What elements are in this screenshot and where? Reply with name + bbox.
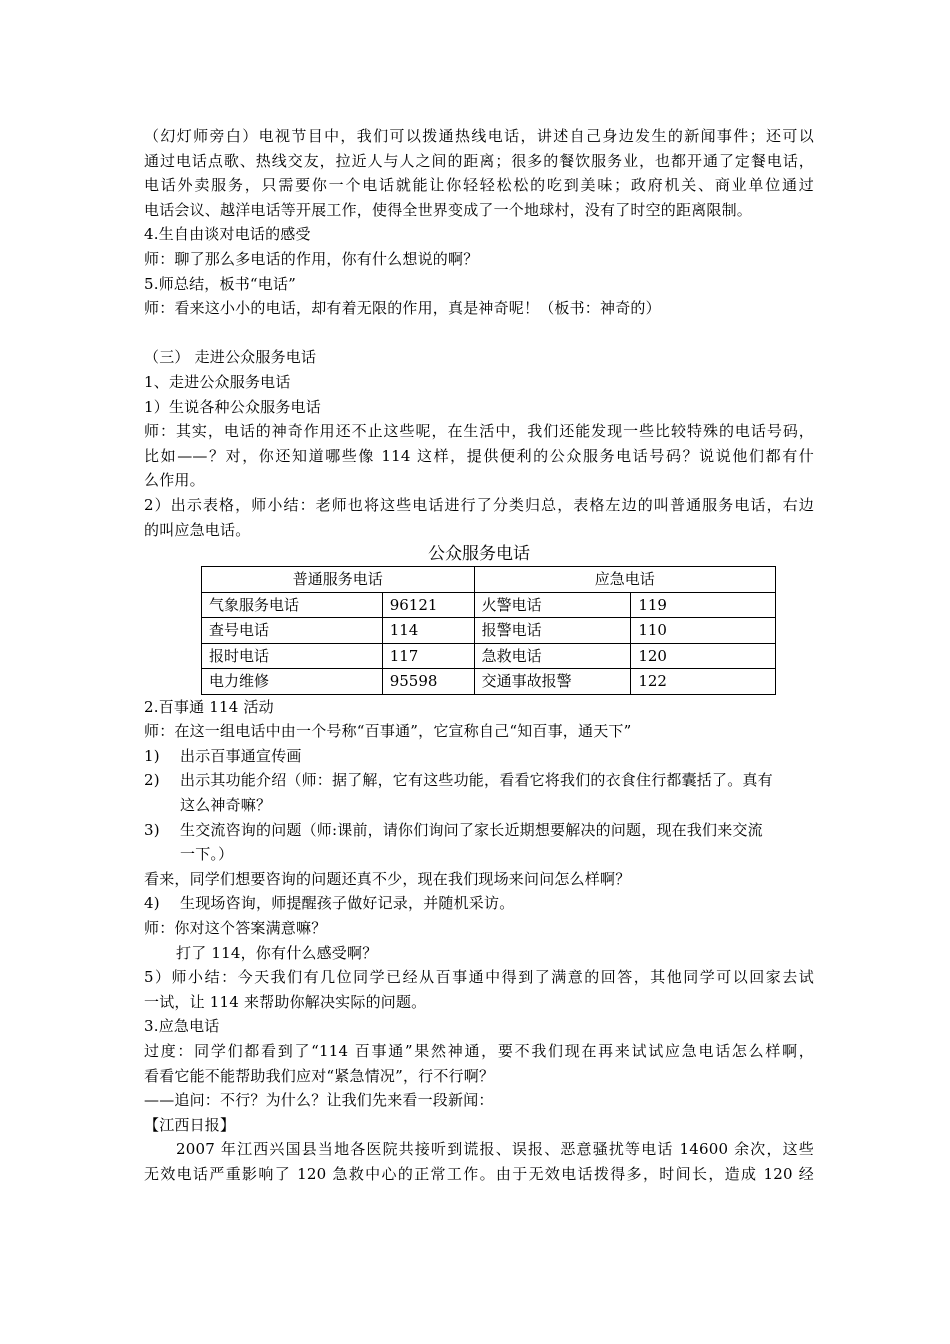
paragraph-line: ——追问：不行？为什么？让我们先来看一段新闻： (144, 1091, 494, 1110)
table-title: 公众服务电话 (428, 544, 530, 565)
list-text: 出示其功能介绍（师：据了解，它有这些功能，看看它将我们的衣食住行都囊括了。真有 (180, 771, 773, 790)
table-cell: 110 (631, 618, 776, 644)
list-text: 生现场咨询，师提醒孩子做好记录，并随机采访。 (180, 894, 515, 913)
paragraph-line: 么作用。 (144, 471, 205, 490)
paragraph-line: 看来，同学们想要咨询的问题还真不少，现在我们现场来问问怎么样啊？ (144, 869, 631, 888)
table-cell: 119 (631, 592, 776, 618)
section-heading: （三） 走进公众服务电话 (144, 348, 317, 367)
blank-line (144, 321, 814, 346)
list-text: 出示百事通宣传画 (180, 746, 302, 765)
paragraph-line: 电话外卖服务，只需要你一个电话就能让你轻轻松松的吃到美味；政府机关、商业单位通过 (144, 176, 814, 195)
news-paragraph-line: 无效电话严重影响了 120 急救中心的正常工作。由于无效电话拨得多，时间长，造成 120 经 (144, 1164, 814, 1183)
paragraph-line: 的叫应急电话。 (144, 520, 251, 539)
teacher-line: 师：聊了那么多电话的作用，你有什么想说的啊？ (144, 249, 479, 268)
paragraph-line: 电话会议、越洋电话等开展工作，使得全世界变成了一个地球村，没有了时空的距离限制。 (144, 200, 753, 219)
table-header-cell: 普通服务电话 (202, 567, 475, 593)
table-cell: 查号电话 (202, 618, 383, 644)
list-item (144, 768, 814, 793)
paragraph-line: 5）师小结：今天我们有几位同学已经从百事通中得到了满意的回答，其他同学可以回家去试 (144, 968, 814, 987)
teacher-line: 师：你对这个答案满意嘛？ (144, 918, 327, 937)
table-header-row (202, 567, 776, 593)
paragraph-line: （幻灯师旁白）电视节目中，我们可以拨通热线电话，讲述自己身边发生的新闻事件；还可以 (144, 127, 814, 145)
list-number: 4) (144, 894, 160, 913)
list-text: 生交流咨询的问题（师:课前，请你们询问了家长近期想要解决的问题，现在我们来交流 (180, 820, 763, 839)
news-title: 【江西日报】 (144, 1115, 236, 1134)
list-number: 2) (144, 771, 160, 790)
paragraph-line: 比如——？对，你还知道哪些像 114 这样，提供便利的公众服务电话号码？说说他们都有什 (144, 446, 814, 465)
list-item (144, 744, 814, 769)
paragraph-line: 过度：同学们都看到了“114 百事通”果然神通，要不我们现在再来试试应急电话怎么样啊， (144, 1041, 814, 1060)
teacher-line: 师：看来这小小的电话，却有着无限的作用，真是神奇呢！（板书：神奇的） (144, 299, 661, 318)
table-header-cell: 应急电话 (474, 567, 775, 593)
step-heading: 4.生自由谈对电话的感受 (144, 225, 311, 244)
list-item-continuation: 这么神奇嘛？ (180, 795, 272, 814)
list-number: 3) (144, 820, 160, 839)
table-cell: 96121 (382, 592, 474, 618)
table-row (202, 643, 776, 669)
list-item (144, 818, 814, 843)
table-row (202, 669, 776, 695)
table-cell: 交通事故报警 (474, 669, 631, 695)
step-heading: 2.百事通 114 活动 (144, 697, 274, 716)
teacher-line: 打了 114，你有什么感受啊？ (176, 943, 378, 962)
list-number: 1) (144, 746, 160, 765)
table-cell: 火警电话 (474, 592, 631, 618)
news-paragraph-line: 2007 年江西兴国县当地各医院共接听到谎报、误报、恶意骚扰等电话 14600 余次，这些 (176, 1140, 814, 1159)
paragraph-line: 通过电话点歌、热线交友，拉近人与人之间的距离；很多的餐饮服务业，也都开通了定餐电话， (144, 151, 814, 170)
table-cell: 120 (631, 643, 776, 669)
table-row (202, 592, 776, 618)
table-cell: 117 (382, 643, 474, 669)
teacher-line: 师：在这一组电话中由一个号称“百事通”，它宣称自己“知百事，通天下” (144, 722, 632, 741)
document-page (144, 124, 814, 1186)
table-cell: 95598 (382, 669, 474, 695)
sub-heading: 1）生说各种公众服务电话 (144, 397, 321, 416)
step-heading: 3.应急电话 (144, 1017, 220, 1036)
list-item-continuation: 一下。） (180, 845, 234, 864)
table-cell: 报警电话 (474, 618, 631, 644)
table-cell: 急救电话 (474, 643, 631, 669)
paragraph-line: 看看它能不能帮助我们应对“紧急情况”，行不行啊？ (144, 1066, 495, 1085)
table-cell: 122 (631, 669, 776, 695)
table-cell: 114 (382, 618, 474, 644)
sub-heading: 1、走进公众服务电话 (144, 372, 291, 391)
table-cell: 报时电话 (202, 643, 383, 669)
table-cell: 气象服务电话 (202, 592, 383, 618)
table-cell: 电力维修 (202, 669, 383, 695)
table-row (202, 618, 776, 644)
paragraph-line: 师：其实，电话的神奇作用还不止这些呢，在生活中，我们还能发现一些比较特殊的电话号码， (144, 422, 814, 441)
paragraph-line: 2）出示表格，师小结：老师也将这些电话进行了分类归总，表格左边的叫普通服务电话，右边 (144, 495, 814, 514)
step-heading: 5.师总结，板书“电话” (144, 274, 297, 293)
service-phone-table (201, 566, 776, 695)
list-item (144, 891, 814, 916)
paragraph-line: 一试，让 114 来帮助你解决实际的问题。 (144, 992, 427, 1011)
